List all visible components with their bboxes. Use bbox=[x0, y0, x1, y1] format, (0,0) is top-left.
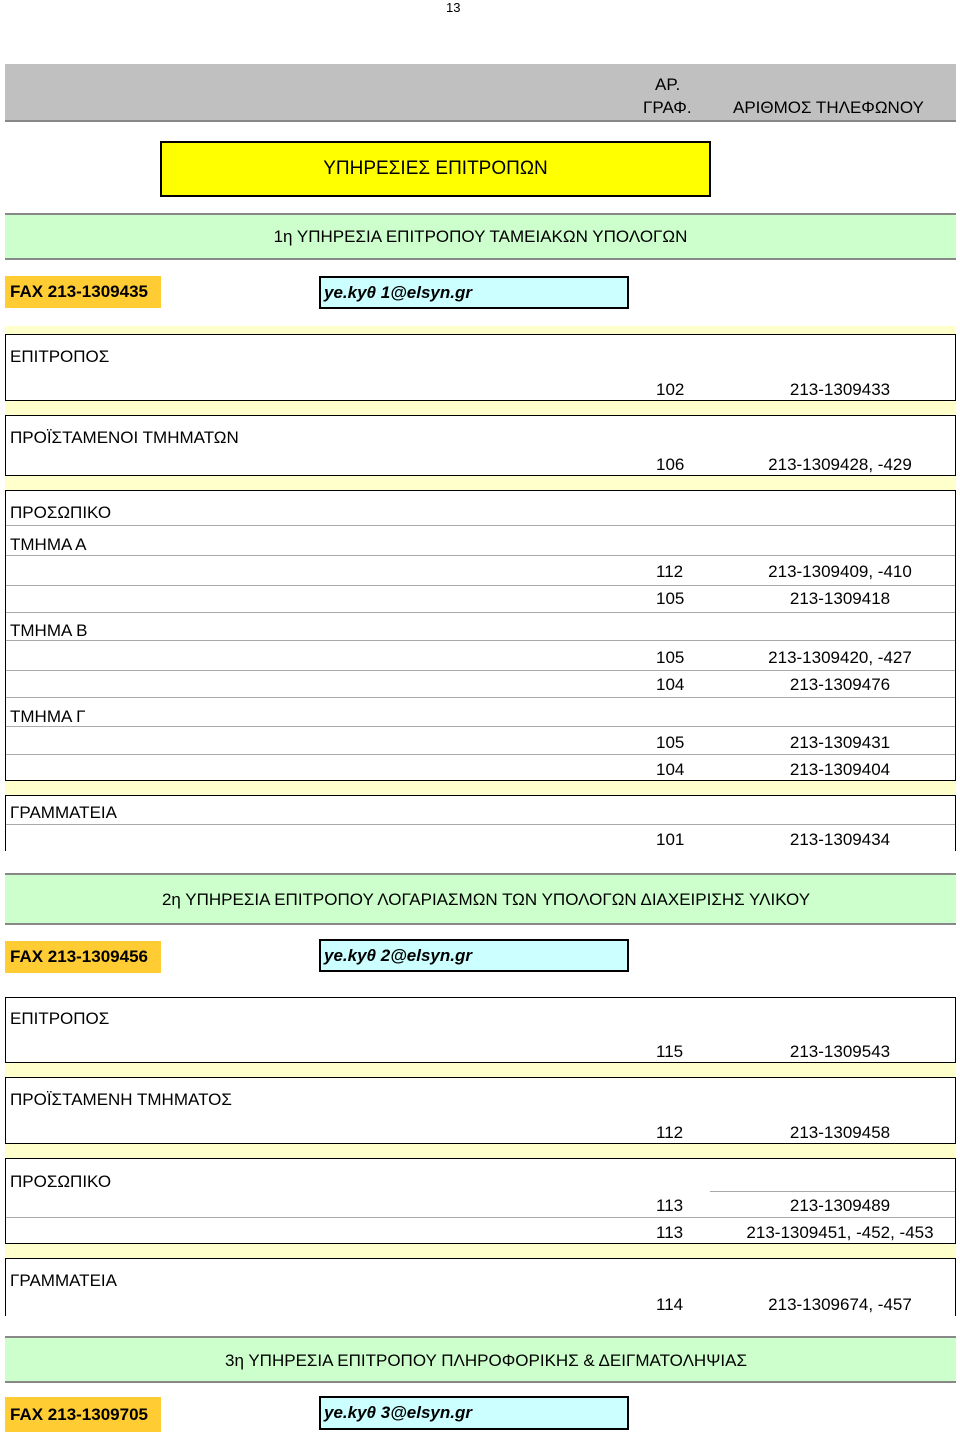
section3-header bbox=[5, 1336, 956, 1383]
s2-head-ext: 112 bbox=[656, 1123, 684, 1142]
section3-fax: FAX 213-1309705 bbox=[5, 1397, 161, 1432]
s2-st1-phone: 213-1309489 bbox=[789, 1196, 891, 1215]
section1-fax: FAX 213-1309435 bbox=[5, 276, 161, 308]
table-header bbox=[5, 64, 956, 122]
s2-commissioner-ext: 115 bbox=[656, 1042, 684, 1061]
s1-commissioner-ext: 102 bbox=[656, 380, 685, 399]
s2-sec-phone: 213-1309674, -457 bbox=[768, 1295, 912, 1314]
section2-fax: FAX 213-1309456 bbox=[5, 941, 161, 973]
s1-b1-phone: 213-1309420, -427 bbox=[768, 648, 912, 667]
section3-email[interactable]: ye.kyθ 3@elsyn.gr bbox=[319, 1396, 629, 1430]
s2-head-row bbox=[5, 1077, 956, 1144]
s1-a1-phone: 213-1309409, -410 bbox=[768, 562, 912, 581]
s1-secretariat-label: ΓΡΑΜΜΑΤΕΙΑ bbox=[10, 803, 117, 822]
s1-heads-row bbox=[5, 415, 956, 476]
s1-b2-ext: 104 bbox=[656, 675, 685, 694]
s1-secretariat-row bbox=[5, 795, 956, 851]
s2-secretariat-row bbox=[5, 1258, 956, 1316]
s2-st2-ext: 113 bbox=[656, 1223, 684, 1242]
s2-head-label: ΠΡΟΪΣΤΑΜΕΝΗ ΤΜΗΜΑΤΟΣ bbox=[10, 1090, 232, 1109]
phone-header: ΑΡΙΘΜΟΣ ΤΗΛΕΦΩΝΟΥ bbox=[733, 98, 924, 117]
s1-c2-ext: 104 bbox=[656, 760, 685, 779]
s1-c2-phone: 213-1309404 bbox=[789, 760, 891, 779]
s1-b2-phone: 213-1309476 bbox=[789, 675, 891, 694]
s2-commissioner-label: ΕΠΙΤΡΟΠΟΣ bbox=[10, 1009, 110, 1028]
s1-heads-phone: 213-1309428, -429 bbox=[768, 455, 912, 474]
s1-c1-ext: 105 bbox=[656, 733, 685, 752]
section1-header bbox=[5, 213, 956, 260]
main-title: ΥΠΗΡΕΣΙΕΣ ΕΠΙΤΡΟΠΩΝ bbox=[160, 141, 711, 197]
ext-header-line1: ΑΡ. bbox=[655, 75, 681, 94]
s2-secretariat-label: ΓΡΑΜΜΑΤΕΙΑ bbox=[10, 1271, 117, 1290]
section2-header bbox=[5, 873, 956, 925]
s1-a2-phone: 213-1309418 bbox=[789, 589, 891, 608]
s1-staff-block bbox=[5, 490, 956, 781]
s1-staff-label: ΠΡΟΣΩΠΙΚΟ bbox=[10, 503, 112, 522]
s1-a1-ext: 112 bbox=[656, 562, 684, 581]
section1-title: 1η ΥΠΗΡΕΣΙΑ ΕΠΙΤΡΟΠΟΥ ΤΑΜΕΙΑΚΩΝ ΥΠΟΛΟΓΩΝ bbox=[273, 227, 688, 246]
s1-commissioner-row bbox=[5, 334, 956, 401]
s2-st2-phone: 213-1309451, -452, -453 bbox=[746, 1223, 934, 1242]
page-number: 13 bbox=[446, 0, 461, 15]
s1-heads-ext: 106 bbox=[656, 455, 685, 474]
section2-title: 2η ΥΠΗΡΕΣΙΑ ΕΠΙΤΡΟΠΟΥ ΛΟΓΑΡΙΑΣΜΩΝ ΤΩΝ ΥΠΟΛΟΓΩΝ ΔΙΑΧΕΙΡΙΣΗΣ ΥΛΙΚΟΥ bbox=[161, 890, 811, 909]
s1-dept-a-label: ΤΜΗΜΑ Α bbox=[10, 535, 87, 554]
s1-sec-ext: 101 bbox=[656, 830, 685, 849]
s2-st1-ext: 113 bbox=[656, 1196, 684, 1215]
s1-dept-c-label: ΤΜΗΜΑ Γ bbox=[10, 707, 86, 726]
s1-a2-ext: 105 bbox=[656, 589, 685, 608]
section2-email[interactable]: ye.kyθ 2@elsyn.gr bbox=[319, 939, 629, 972]
s1-commissioner-phone: 213-1309433 bbox=[789, 380, 891, 399]
s2-sec-ext: 114 bbox=[656, 1295, 684, 1314]
s1-c1-phone: 213-1309431 bbox=[789, 733, 891, 752]
s1-b1-ext: 105 bbox=[656, 648, 685, 667]
ext-header-line2: ΓΡΑΦ. bbox=[643, 98, 692, 117]
section3-title: 3η ΥΠΗΡΕΣΙΑ ΕΠΙΤΡΟΠΟΥ ΠΛΗΡΟΦΟΡΙΚΗΣ & ΔΕΙΓΜΑΤΟΛΗΨΙΑΣ bbox=[225, 1351, 747, 1370]
s2-commissioner-phone: 213-1309543 bbox=[789, 1042, 891, 1061]
s2-head-phone: 213-1309458 bbox=[789, 1123, 891, 1142]
s2-commissioner-row bbox=[5, 997, 956, 1063]
s2-staff-row bbox=[5, 1158, 956, 1244]
section1-email[interactable]: ye.kyθ 1@elsyn.gr bbox=[319, 276, 629, 309]
s2-staff-label: ΠΡΟΣΩΠΙΚΟ bbox=[10, 1172, 112, 1191]
s1-dept-b-label: ΤΜΗΜΑ Β bbox=[10, 621, 88, 640]
s1-heads-label: ΠΡΟΪΣΤΑΜΕΝΟΙ ΤΜΗΜΑΤΩΝ bbox=[10, 428, 239, 447]
s1-commissioner-label: ΕΠΙΤΡΟΠΟΣ bbox=[10, 347, 110, 366]
s1-sec-phone: 213-1309434 bbox=[789, 830, 891, 849]
